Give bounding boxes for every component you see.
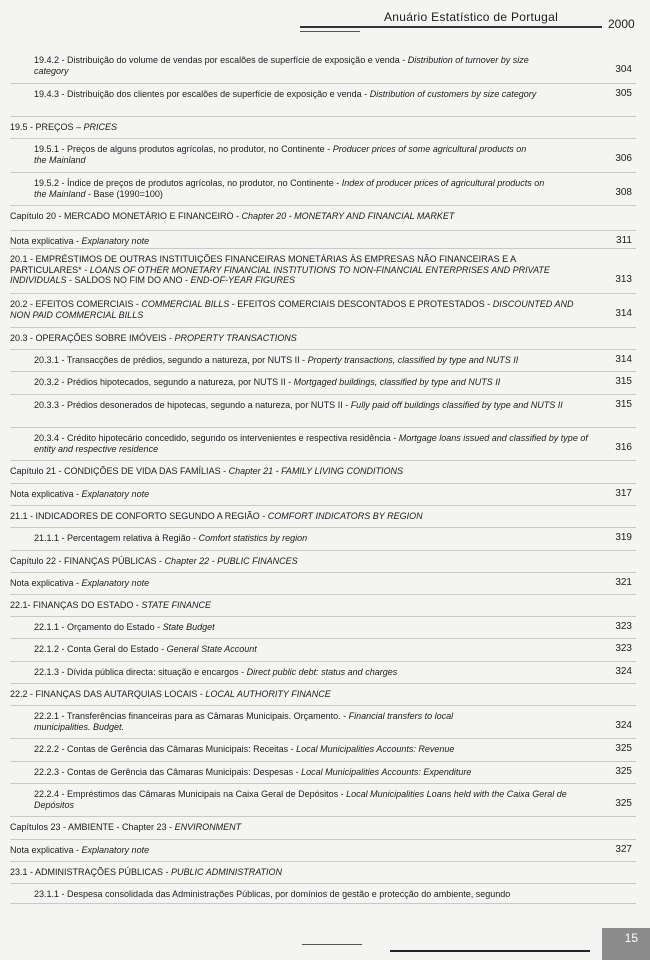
toc-title-en: Mortgaged buildings, classified by type and NUTS II: [293, 377, 501, 387]
footer-rule: [390, 950, 590, 952]
toc-title-en: LOANS OF OTHER MONETARY FINANCIAL INSTITUTIONS TO NON-FINANCIAL ENTERPRISES AND PRIVATE INDIVIDUALS: [10, 264, 550, 285]
toc-entry-title: [10, 333, 510, 344]
toc-title-pt: 19.4.2 - Distribuição do volume de vendas por escalões de superfície de exposição e venda -: [34, 55, 408, 65]
toc-title-pt: Capítulo 21 - CONDIÇÕES DE VIDA DAS FAMÍLIAS -: [10, 466, 229, 476]
toc-entry-title: [34, 644, 534, 655]
toc-entry-title: [10, 578, 510, 589]
toc-title-pt: 19.5 - PREÇOS –: [10, 122, 84, 132]
toc-title-pt: 21.1 - INDICADORES DE CONFORTO SEGUNDO A REGIÃO -: [10, 511, 268, 521]
toc-page-number: 317: [615, 488, 632, 499]
toc-title-pt: 23.1.1 - Despesa consolidada das Administrações Públicas, por domínios de gestão e protecção do ambiente, segundo: [34, 889, 511, 899]
toc-title-pt: Nota explicativa -: [10, 845, 82, 855]
toc-separator: [10, 861, 636, 862]
toc-entry-title: [10, 489, 510, 500]
toc-page-number: 327: [615, 844, 632, 855]
toc-title-en2: DISCOUNTED AND NON PAID COMMERCIAL BILLS: [10, 299, 574, 320]
toc-entry-title: [10, 122, 510, 133]
toc-title-pt2: - EFEITOS COMERCIAIS DESCONTADOS E PROTESTADOS -: [229, 299, 493, 309]
toc-entry-title: [10, 822, 570, 833]
toc-title-en: Mortgage loans issued and classified by type of entity and respective residence: [34, 433, 588, 454]
toc-entry-title: [34, 400, 574, 411]
toc-title-en: Producer prices of some agricultural products on the Mainland: [34, 144, 527, 165]
toc-entry-title: [34, 711, 504, 732]
running-header-title: Anuário Estatístico de Portugal: [384, 10, 559, 24]
toc-entry-title: [10, 689, 570, 700]
toc-title-en: Explanatory note: [81, 578, 150, 588]
toc-separator: [10, 594, 636, 595]
toc-page-number: 324: [615, 666, 632, 677]
toc-entry-title: [10, 556, 570, 567]
toc-entry-title: [10, 600, 510, 611]
toc-title-pt: Nota explicativa -: [10, 236, 82, 246]
toc-separator: [10, 427, 636, 428]
toc-title-en: Fully paid off buildings classified by type and NUTS II: [350, 400, 563, 410]
toc-title-pt: 22.2.3 - Contas de Gerência das Câmaras Municipais: Despesas -: [34, 767, 302, 777]
toc-entry-title: [34, 889, 604, 900]
toc-separator: [10, 230, 636, 231]
toc-title-pt: Nota explicativa -: [10, 489, 82, 499]
toc-separator: [10, 903, 636, 904]
running-header-year: 2000: [608, 17, 635, 31]
toc-page-number: 304: [615, 64, 632, 75]
toc-title-en: COMMERCIAL BILLS: [141, 299, 230, 309]
toc-separator: [10, 483, 636, 484]
toc-title-en: LOCAL AUTHORITY FINANCE: [205, 689, 331, 699]
toc-title-en: PRICES: [83, 122, 118, 132]
toc-title-en: General State Account: [166, 644, 257, 654]
toc-title-en: Financial transfers to local municipalities. Budget.: [34, 711, 454, 732]
toc-separator: [10, 527, 636, 528]
toc-title-pt: 20.2 - EFEITOS COMERCIAIS -: [10, 299, 142, 309]
toc-title-pt: 22.2.4 - Empréstimos das Câmaras Municipais na Caixa Geral de Depósitos -: [34, 789, 347, 799]
toc-entry-title: [10, 845, 510, 856]
toc-title-en: Local Municipalities Loans held with the Caixa Geral de Depósitos: [34, 789, 567, 810]
header-rule: [300, 26, 602, 28]
toc-title-en: State Budget: [162, 622, 215, 632]
toc-separator: [10, 327, 636, 328]
toc-page-number: 313: [615, 274, 632, 285]
toc-page-number: 315: [615, 399, 632, 410]
toc-title-en: Chapter 21 - FAMILY LIVING CONDITIONS: [228, 466, 403, 476]
toc-page-number: 315: [615, 376, 632, 387]
toc-title-pt: 20.3.1 - Transacções de prédios, segundo a natureza, por NUTS II -: [34, 355, 308, 365]
toc-title-pt: 20.3.2 - Prédios hipotecados, segundo a natureza, por NUTS II -: [34, 377, 294, 387]
toc-page-number: 311: [616, 235, 632, 246]
toc-separator: [10, 349, 636, 350]
toc-title-en: Explanatory note: [81, 236, 150, 246]
toc-title-en: Explanatory note: [81, 489, 150, 499]
toc-title-en: Index of producer prices of agricultural products on the Mainland: [34, 178, 545, 199]
toc-entry-title: [10, 867, 570, 878]
toc-title-pt: Capítulo 22 - FINANÇAS PÚBLICAS -: [10, 556, 165, 566]
toc-title-en: Comfort statistics by region: [198, 533, 308, 543]
toc-page-number: 308: [615, 187, 632, 198]
toc-page-number: 314: [615, 354, 632, 365]
toc-title-pt: 23.1 - ADMINISTRAÇÕES PÚBLICAS -: [10, 867, 172, 877]
toc-entry-title: [10, 299, 595, 320]
toc-page-number: 323: [615, 643, 632, 654]
toc-page-number: 325: [615, 743, 632, 754]
toc-page-number: 319: [615, 532, 632, 543]
toc-entry-title: [34, 178, 559, 199]
header-rule-short: [300, 31, 360, 32]
toc-page-number: 305: [615, 88, 632, 99]
toc-entry-title: [34, 667, 574, 678]
toc-title-en: Distribution of customers by size category: [369, 89, 537, 99]
toc-title-en: PROPERTY TRANSACTIONS: [174, 333, 297, 343]
toc-title-pt: 19.4.3 - Distribuição dos clientes por escalões de superfície de exposição e venda -: [34, 89, 370, 99]
toc-page-number: 324: [615, 720, 632, 731]
toc-entry-title: [34, 144, 539, 165]
toc-entry-title: [34, 744, 594, 755]
toc-entry-title: [10, 511, 570, 522]
toc-separator: [10, 172, 636, 173]
toc-separator: [10, 505, 636, 506]
toc-separator: [10, 883, 636, 884]
toc-title-pt: 20.3 - OPERAÇÕES SOBRE IMÓVEIS -: [10, 333, 175, 343]
toc-separator: [10, 248, 636, 249]
toc-title-pt2: - Base (1990=100): [85, 188, 163, 199]
toc-entry-title: [34, 622, 534, 633]
toc-title-en: Local Municipalities Accounts: Expenditure: [301, 767, 472, 777]
toc-title-pt2: - SALDOS NO FIM DO ANO -: [66, 275, 191, 285]
toc-entry-title: [34, 55, 534, 76]
toc-page-number: 323: [615, 621, 632, 632]
toc-separator: [10, 293, 636, 294]
page-number: 15: [624, 931, 638, 945]
toc-page-number: 316: [615, 442, 632, 453]
toc-page-number: 314: [615, 308, 632, 319]
toc-title-pt: 19.5.1 - Preços de alguns produtos agrícolas, no produtor, no Continente -: [34, 144, 333, 154]
toc-separator: [10, 460, 636, 461]
toc-title-pt: Capítulos 23 - AMBIENTE - Chapter 23 -: [10, 822, 175, 832]
toc-title-pt: 20.3.4 - Crédito hipotecário concedido, segundo os intervenientes e respectiva residência -: [34, 433, 399, 443]
toc-title-pt: 22.2.1 - Transferências financeiras para as Câmaras Municipais. Orçamento. -: [34, 711, 349, 721]
toc-separator: [10, 550, 636, 551]
toc-title-en2: END-OF-YEAR FIGURES: [190, 275, 296, 285]
toc-entry-title: [10, 211, 570, 222]
toc-separator: [10, 761, 636, 762]
toc-entry-title: [34, 89, 539, 100]
toc-page-number: 325: [615, 766, 632, 777]
toc-separator: [10, 205, 636, 206]
toc-title-pt: 22.1.3 - Dívida pública directa: situação e encargos -: [34, 667, 247, 677]
toc-page-number: 306: [615, 153, 632, 164]
toc-title-en: Chapter 22 - PUBLIC FINANCES: [164, 556, 298, 566]
toc-title-en: Distribution of turnover by size category: [34, 55, 529, 76]
toc-title-pt: 22.2 - FINANÇAS DAS AUTARQUIAS LOCAIS -: [10, 689, 206, 699]
toc-title-en: Direct public debt: status and charges: [246, 667, 398, 677]
toc-entry-title: [34, 767, 594, 778]
toc-title-pt: 22.1- FINANÇAS DO ESTADO -: [10, 600, 142, 610]
toc-title-pt: Nota explicativa -: [10, 578, 82, 588]
toc-title-pt: Capítulo 20 - MERCADO MONETÁRIO E FINANCEIRO -: [10, 211, 242, 221]
toc-title-pt: 22.1.1 - Orçamento do Estado -: [34, 622, 163, 632]
toc-separator: [10, 394, 636, 395]
toc-title-en: Explanatory note: [81, 845, 150, 855]
toc-entry-title: [10, 236, 510, 247]
toc-title-pt: 21.1.1 - Percentagem relativa à Região -: [34, 533, 199, 543]
toc-title-en: STATE FINANCE: [141, 600, 212, 610]
footer-rule-short: [302, 944, 362, 945]
toc-title-en: Local Municipalities Accounts: Revenue: [296, 744, 455, 754]
toc-separator: [10, 116, 636, 117]
toc-separator: [10, 638, 636, 639]
toc-title-pt: 20.1 - EMPRÉSTIMOS DE OUTRAS INSTITUIÇÕES FINANCEIRAS MONETÁRIAS ÀS EMPRESAS NÃO FINANCEIRAS E A PARTICULARES* -: [10, 254, 516, 275]
toc-separator: [10, 661, 636, 662]
toc-separator: [10, 839, 636, 840]
toc-separator: [10, 572, 636, 573]
toc-page-number: 321: [615, 577, 632, 588]
toc-entry-title: [34, 789, 579, 810]
toc-title-en: ENVIRONMENT: [174, 822, 242, 832]
toc-title-pt: 22.2.2 - Contas de Gerência das Câmaras Municipais: Receitas -: [34, 744, 297, 754]
page-number-box: [602, 928, 650, 960]
toc-separator: [10, 371, 636, 372]
toc-title-en: PUBLIC ADMINISTRATION: [171, 867, 283, 877]
toc-separator: [10, 783, 636, 784]
toc-title-pt: 19.5.2 - Índice de preços de produtos agrícolas, no produtor, no Continente -: [34, 178, 342, 188]
toc-entry-title: [34, 433, 599, 454]
toc-separator: [10, 816, 636, 817]
toc-entry-title: [34, 377, 594, 388]
toc-separator: [10, 683, 636, 684]
toc-entry-title: [10, 466, 570, 477]
toc-separator: [10, 138, 636, 139]
toc-title-pt: 20.3.3 - Prédios desonerados de hipotecas, segundo a natureza, por NUTS II -: [34, 400, 351, 410]
toc-title-en: Property transactions, classified by type and NUTS II: [307, 355, 519, 365]
toc-page-number: 325: [615, 798, 632, 809]
toc-separator: [10, 616, 636, 617]
toc-separator: [10, 705, 636, 706]
toc-entry-title: [34, 533, 534, 544]
toc-separator: [10, 738, 636, 739]
toc-title-en: COMFORT INDICATORS BY REGION: [267, 511, 423, 521]
toc-title-pt: 22.1.2 - Conta Geral do Estado -: [34, 644, 167, 654]
toc-entry-title: [10, 254, 550, 286]
toc-separator: [10, 83, 636, 84]
toc-title-en: Chapter 20 - MONETARY AND FINANCIAL MARKET: [241, 211, 455, 221]
toc-entry-title: [34, 355, 594, 366]
